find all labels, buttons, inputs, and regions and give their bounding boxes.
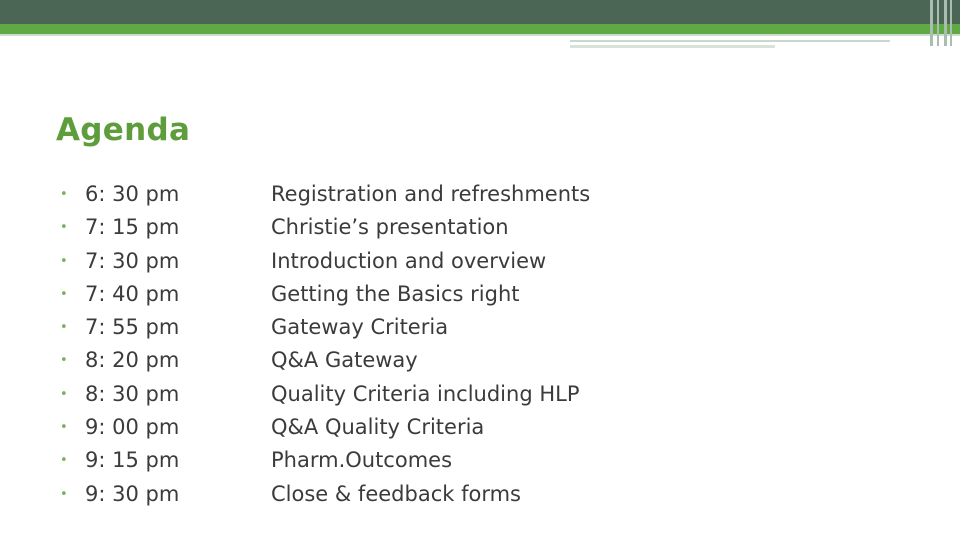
header-accent-line-short	[570, 45, 775, 48]
header-vertical-bar	[930, 0, 933, 46]
bullet-icon: •	[60, 453, 68, 469]
agenda-item: Q&A Gateway	[271, 348, 418, 373]
bullet-icon: •	[60, 486, 68, 502]
agenda-time: 9: 00 pm	[85, 415, 180, 440]
agenda-item: Introduction and overview	[271, 248, 547, 273]
agenda-time: 7: 55 pm	[85, 315, 180, 340]
agenda-time: 8: 20 pm	[85, 348, 180, 373]
agenda-time: 6: 30 pm	[85, 182, 180, 206]
header-vertical-bar	[937, 0, 939, 46]
agenda-time: 7: 40 pm	[85, 281, 180, 306]
bullet-icon: •	[60, 353, 68, 369]
agenda-item: Registration and refreshments	[271, 182, 591, 206]
bullet-icon: •	[60, 420, 68, 436]
header-band-dark	[0, 0, 960, 24]
agenda-time: 9: 30 pm	[85, 481, 180, 506]
bullet-icon: •	[60, 320, 68, 336]
header-rule	[0, 34, 960, 36]
agenda-item: Pharm.Outcomes	[271, 448, 453, 473]
header-vertical-bar	[944, 0, 947, 46]
header-accent-line	[570, 40, 890, 42]
agenda-item: Close & feedback forms	[271, 481, 521, 506]
bullet-icon: •	[60, 253, 68, 269]
agenda-time: 8: 30 pm	[85, 381, 180, 406]
bullet-icon: •	[60, 220, 68, 236]
header-band-green	[0, 24, 960, 34]
agenda-item: Q&A Quality Criteria	[271, 415, 485, 440]
agenda-item: Gateway Criteria	[271, 315, 449, 340]
slide-title: Agenda	[56, 112, 191, 148]
bullet-icon: •	[60, 386, 68, 402]
agenda-time: 7: 15 pm	[85, 215, 180, 240]
agenda-time: 7: 30 pm	[85, 248, 180, 273]
agenda-item: Christie’s presentation	[271, 215, 509, 240]
agenda-item: Quality Criteria including HLP	[271, 381, 580, 406]
agenda-time: 9: 15 pm	[85, 448, 180, 473]
bullet-icon: •	[60, 286, 68, 302]
agenda-item: Getting the Basics right	[271, 281, 520, 306]
header-vertical-bar	[950, 0, 952, 46]
bullet-icon: •	[60, 187, 68, 202]
